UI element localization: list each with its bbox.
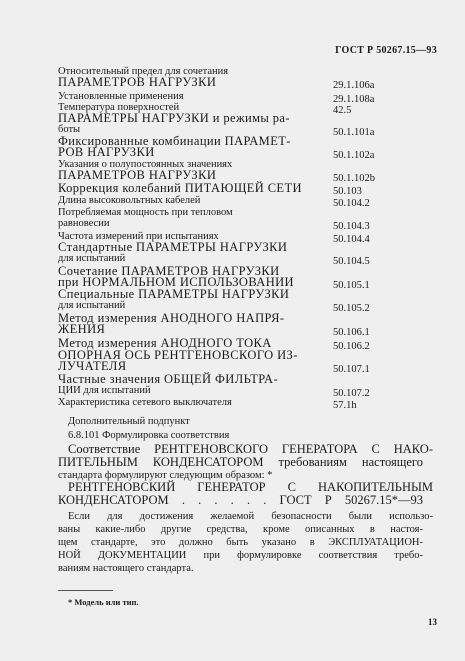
index-row-text: ПАРАМЕТРОВ НАГРУЗКИ <box>58 75 217 89</box>
index-row-text: для испытаний <box>58 253 126 264</box>
index-row-text: ЦИИ для испытаний <box>58 385 151 396</box>
clause-code: 42.5 <box>333 105 352 116</box>
paragraph-line: стандарта формулируют следующим образом: * <box>58 470 273 481</box>
clause-code: 29.1.106а <box>333 80 375 91</box>
index-row-text: Относительный предел для сочетания <box>58 66 229 77</box>
clause-code: 29.1.108а <box>333 94 375 105</box>
page-number: 13 <box>428 617 437 627</box>
footnote: * Модель или тип. <box>68 597 139 607</box>
clause-code: 57.1h <box>333 400 357 411</box>
index-row-text: Стандартные ПАРАМЕТРЫ НАГРУЗКИ <box>58 240 288 254</box>
subsection-title: Дополнительный подпункт <box>68 416 190 427</box>
index-row-text: боты <box>58 124 81 135</box>
clause-code: 50.1.102а <box>333 150 375 161</box>
index-row-text: Специальные ПАРАМЕТРЫ НАГРУЗКИ <box>58 287 290 301</box>
paragraph-line: щем стандарте, это должно быть указано в ЭКСПЛУАТАЦИОН- <box>58 537 423 548</box>
clause-code: 50.104.2 <box>333 198 370 209</box>
index-row-text: Частота измерений при испытаниях <box>58 231 219 242</box>
index-row-text: Длина высоковольтных кабелей <box>58 195 201 206</box>
index-row-text: ОПОРНАЯ ОСЬ РЕНТГЕНОВСКОГО ИЗ- <box>58 348 298 362</box>
clause-code: 50.106.2 <box>333 341 370 352</box>
paragraph-line: ваны какие-либо другие средства, кроме описанных в настоя- <box>58 524 423 535</box>
paragraph-line: Соответствие РЕНТГЕНОВСКОГО ГЕНЕРАТОРА С НАКО- <box>68 442 433 456</box>
index-row-text: Метод измерения АНОДНОГО НАПРЯ- <box>58 311 285 325</box>
index-row-text: Установленные применения <box>58 91 184 102</box>
clause-code: 50.104.5 <box>333 256 370 267</box>
clause-code: 50.107.2 <box>333 388 370 399</box>
index-row-text: Частные значения ОБЩЕЙ ФИЛЬТРА- <box>58 372 279 386</box>
clause-title: 6.8.101 Формулировка соответствия <box>68 430 230 441</box>
index-row-text: ПАРАМЕТРЫ НАГРУЗКИ и режимы ра- <box>58 111 290 125</box>
index-row-text: РОВ НАГРУЗКИ <box>58 145 155 159</box>
paragraph-line: ПИТЕЛЬНЫМ КОНДЕНСАТОРОМ требованиям настоящего <box>58 455 423 469</box>
index-row-text: Сочетание ПАРАМЕТРОВ НАГРУЗКИ <box>58 264 280 278</box>
clause-code: 50.107.1 <box>333 364 370 375</box>
clause-code: 50.1.102b <box>333 173 375 184</box>
clause-code: 50.104.3 <box>333 221 370 232</box>
paragraph-line: НОЙ ДОКУМЕНТАЦИИ при формулировке соответствия требо- <box>58 550 423 561</box>
index-row-text: Указания о полупостоянных значениях <box>58 159 233 170</box>
clause-code: 50.1.101а <box>333 127 375 138</box>
index-row-text: Метод измерения АНОДНОГО ТОКА <box>58 336 272 350</box>
formula-line: РЕНТГЕНОВСКИЙ ГЕНЕРАТОР С НАКОПИТЕЛЬНЫМ <box>68 480 433 494</box>
paragraph-line: Если для достижения желаемой безопасности были использо- <box>68 511 433 522</box>
index-row-text: ЛУЧАТЕЛЯ <box>58 359 127 373</box>
page-header: ГОСТ Р 50267.15—93 <box>335 45 437 56</box>
clause-code: 50.105.1 <box>333 280 370 291</box>
index-row-text: Потребляемая мощность при тепловом <box>58 207 233 218</box>
clause-code: 50.103 <box>333 186 362 197</box>
clause-code: 50.104.4 <box>333 234 370 245</box>
footnote-divider <box>58 590 113 591</box>
index-row-text: равновесии <box>58 218 110 229</box>
clause-code: 50.105.2 <box>333 303 370 314</box>
index-row-text: ПАРАМЕТРОВ НАГРУЗКИ <box>58 168 217 182</box>
formula-line: КОНДЕНСАТОРОМ . . . . . . ГОСТ Р 50267.15*—93 <box>58 493 423 507</box>
index-row-text: Коррекция колебаний ПИТАЮЩЕЙ СЕТИ <box>58 181 302 195</box>
index-row-text: Температура поверхностей <box>58 102 180 113</box>
index-row-text: для испытаний <box>58 300 126 311</box>
index-row-text: ЖЕНИЯ <box>58 322 106 336</box>
index-row-text: Фиксированные комбинации ПАРАМЕТ- <box>58 134 291 148</box>
clause-code: 50.106.1 <box>333 327 370 338</box>
index-row-text: при НОРМАЛЬНОМ ИСПОЛЬЗОВАНИИ <box>58 275 294 289</box>
paragraph-line: ваниям настоящего стандарта. <box>58 563 194 574</box>
index-row-text: Характеристика сетевого выключателя <box>58 397 232 408</box>
